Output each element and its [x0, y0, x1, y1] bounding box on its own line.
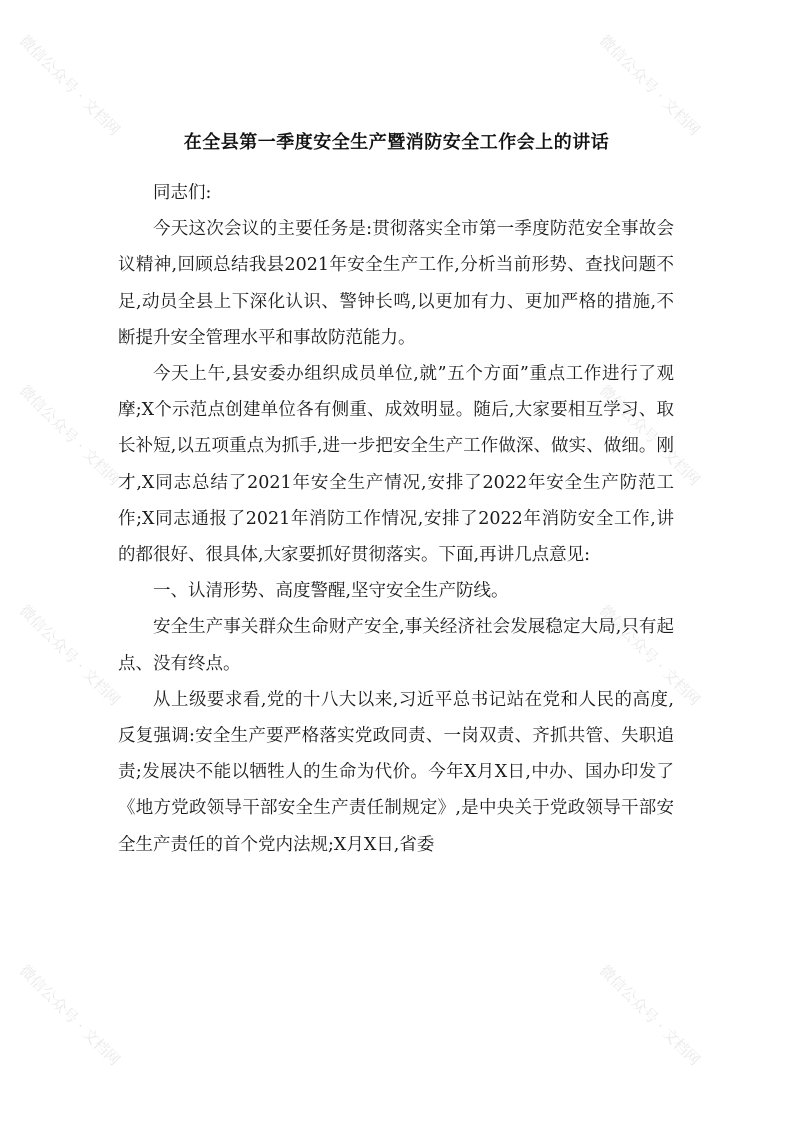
section-heading: 一、认清形势、高度警醒,坚守安全生产防线。	[153, 581, 509, 602]
watermark: 微信公众号 · 文档网	[595, 31, 704, 140]
paragraph: 安全生产事关群众生命财产安全,事关经济社会发展稳定大局,只有起点、没有终点。	[118, 617, 674, 674]
paragraph: 今天这次会议的主要任务是:贯彻落实全市第一季度防范安全事故会议精神,回顾总结我县2021年安全生产工作,分析当前形势、查找问题不足,动员全县上下深化认识、警钟长鸣,以更加有力、更加严格的措施,不断提升安全管理水平和事故防范能力。	[118, 219, 674, 348]
document-body	[118, 175, 674, 863]
paragraph: 今天上午,县安委办组织成员单位,就”五个方面”重点工作进行了观摩;X个示范点创建单位各有侧重、成效明显。随后,大家要相互学习、取长补短,以五项重点为抓手,进一步把安全生产工作做深、做实、做细。刚才,X同志总结了2021年安全生产情况,安排了2022年安全生产防范工作;X同志通报了2021年消防工作情况,安排了2022年消防安全工作,讲的都很好、很具体,大家要抓好贯彻落实。下面,再讲几点意见:	[118, 364, 674, 566]
watermark: 微信公众号 · 文档网	[15, 381, 124, 490]
watermark: 微信公众号 · 文档网	[15, 31, 124, 140]
watermark: 微信公众号 · 文档网	[595, 601, 704, 710]
watermark: 微信公众号 · 文档网	[15, 961, 124, 1070]
watermark: 微信公众号 · 文档网	[595, 381, 704, 490]
salutation: 同志们:	[153, 183, 212, 203]
watermark: 微信公众号 · 文档网	[15, 601, 124, 710]
paragraph: 从上级要求看,党的十八大以来,习近平总书记站在党和人民的高度,反复强调:安全生产要严格落实党政同责、一岗双责、齐抓共管、失职追责;发展决不能以牺牲人的生命为代价。今年X月X日,中办、国办印发了《地方党政领导干部安全生产责任制规定》,是中央关于党政领导干部安全生产责任的首个党内法规;X月X日,省委	[118, 689, 674, 855]
watermark: 微信公众号 · 文档网	[595, 961, 704, 1070]
document-title: 在全县第一季度安全生产暨消防安全工作会上的讲话	[183, 132, 610, 153]
